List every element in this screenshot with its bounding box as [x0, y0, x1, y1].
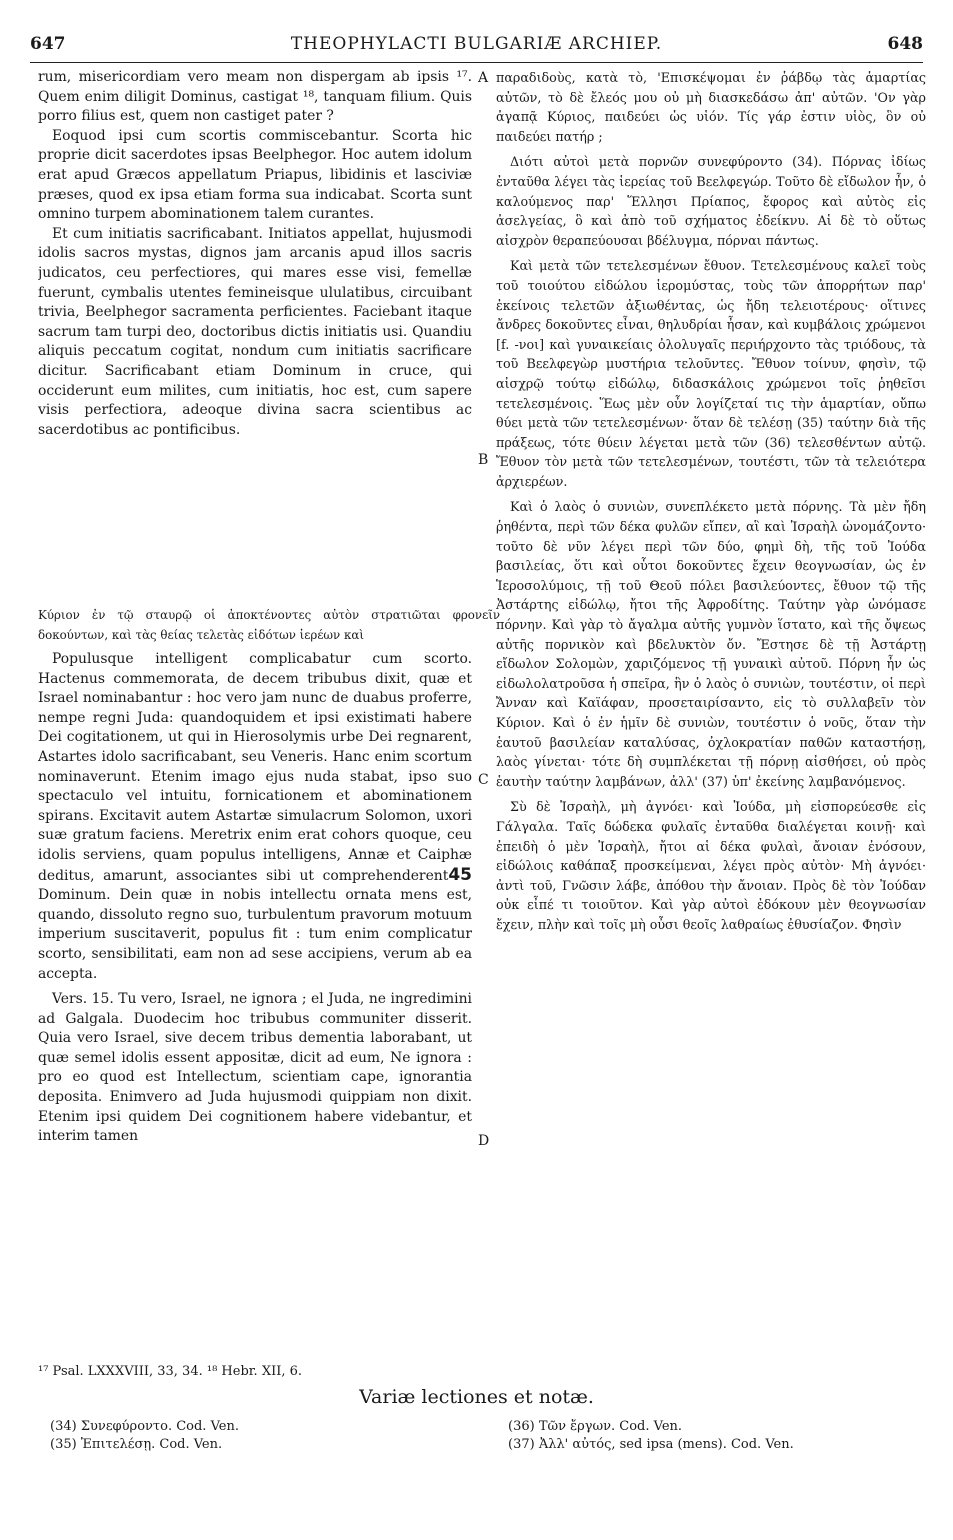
latin-text: Populusque intelligent complicabatur cum scorto. Hactenus commemorata, de decem tribubus dixit, quæ et Israel nominabantur : hoc vero jam nunc de duabus proferre, nempe regni Juda: quandoquidem et ipsi existimati habere Dei cogitationem, ut qui in Hierosolymis urbe Dei regnarent, Astartes idolo sacrificabant, seu Veneris. Hanc enim scortum nominaverunt. Etenim imago ejus nuda stabat, ipso suo spectaculo vel intuitu, fornicationem et abominationem spirans. Excitavit autem Astartæ simulacrum Solomon, uxori suæ gratum faciens. Meretrix enim erat cohors quoque, ceu idolis serviens, quam populus intelligens, Annæ et Caiphæ deditus, amarunt, associantes sibi ut comprehenderent — [38, 651, 472, 884]
margin-marker-b: B — [478, 452, 489, 468]
latin-paragraph — [38, 650, 472, 984]
latin-paragraph: rum, misericordiam vero meam non dispergam ab ipsis ¹⁷. Quem enim diligit Dominus, castigat ¹⁸, tanquam filium. Quis porro filius est, quem non castiget pater ? — [38, 69, 472, 125]
running-title: THEOPHYLACTI BULGARIÆ ARCHIEP. — [290, 34, 663, 54]
variae-note: (35) Ἐπιτελέσῃ. Cod. Ven. — [50, 1437, 223, 1452]
footnotes: ¹⁷ Psal. LXXXVIII, 33, 34. ¹⁸ Hebr. XII, 6. — [38, 1364, 303, 1379]
variae-note: (37) Ἀλλ' αὐτός, sed ipsa (mens). Cod. Ven. — [508, 1437, 794, 1452]
greek-paragraph: παραδιδοὺς, κατὰ τὸ, 'Επισκέψομαι ἐν ῥάβδῳ τὰς ἁμαρτίας αὐτῶν, τὸ δὲ ἔλεός μου οὐ μὴ διασκεδάσω ἀπ' αὐτῶν. 'Ον γὰρ ἀγαπᾷ Κύριος, παιδεύει ὡς υἱόν. Τίς γάρ ἐστιν υἱὸς, ὃν οὐ παιδεύει πατήρ ; — [496, 70, 926, 144]
variae-right — [508, 1418, 794, 1454]
margin-marker-a: A — [478, 70, 489, 86]
variae-note: (34) Συνεφύροντο. Cod. Ven. — [50, 1419, 239, 1434]
greek-insert-line: Κύριον ἐν τῷ σταυρῷ οἱ ἀποκτένοντες αὐτὸν στρατιῶται φρονεῖν δοκούντων, καὶ τὰς θείας τελετὰς εἰδότων ἱερέων καὶ — [38, 608, 500, 642]
greek-paragraph: Καὶ ὁ λαὸς ὁ συνιὼν, συνεπλέκετο μετὰ πόρνης. Τὰ μὲν ἤδη ῥηθέντα, περὶ τῶν δέκα φυλῶν εἴπεν, αἳ καὶ Ἰσραὴλ ὠνομάζοντο· τοῦτο δὲ νῦν λέγει περὶ τῶν δύο, φημὶ δὴ, τῆς τοῦ Ἰούδα βασιλείας, ὅτι καὶ οὗτοι δοκοῦντες ἔχειν θεογνωσίαν, ὡς ἐν Ἱεροσολύμοις, τῇ τοῦ Θεοῦ πόλει βασιλεύοντες, ἔθυον τῷ τῆς Ἀστάρτης εἰδώλῳ, ἤτοι τῆς Ἀφροδίτης. Ταύτην γὰρ ὠνόμασε πόρνην. Καὶ γὰρ τὸ ἄγαλμα αὐτῆς γυμνὸν ἵστατο, καὶ τῆς ὄψεως αὐτῆς πορνικὸν καὶ βδελυκτὸν ὄν. Ἔστησε δὲ τῇ Ἀστάρτῃ εἴδωλον Σολομὼν, χαριζόμενος τῇ γυναικὶ αὐτοῦ. Πόρνη ἦν ὡς εἰδωλολατροῦσα ἡ σπεῖρα, ἣν ὁ λαὸς ὁ συνιὼν, τουτέστιν, οἱ περὶ Ἄνναν καὶ Καϊάφαν, προσεταιρίσαντο, εἰς τὸ συλλαβεῖν τὸν Κύριον. Καὶ ὁ ἐν ἡμῖν δὲ συνιὼν, τουτέστιν ὁ νοῦς, ὅταν τὴν ἑαυτοῦ βασιλείαν καταλύσας, ὀχλοκρατίαν παθῶν καταστήσῃ, λαὸς γίνεται· τότε δὴ συμπλέκεται τῇ πόρνῃ αἰσθήσει, οὐ πρὸς ἑαυτὴν ταύτην λαμβάνων, ἀλλ' (37) ὑπ' ἐκείνης λαμβανόμενος. — [496, 499, 926, 789]
greek-paragraph: Καὶ μετὰ τῶν τετελεσμένων ἔθυον. Τετελεσμένους καλεῖ τοὺς τοῦ τοιούτου εἰδώλου ἱερομύστας, τοὺς τῶν ἀπορρήτων παρ' ἐκείνοις τελετῶν ἀξιωθέντας, ὡς ἤδη τελειοτέρους· οἵτινες ἄνδρες δοκοῦντες εἶναι, θηλυδρίαι ἦσαν, καὶ κυμβάλοις χρώμενοι [f. -νοι] καὶ γυναικείαις ὀλολυγαῖς περιήρχοντο τὰς τριόδους, τὰ τοῦ Βεελφεγὼρ μυστήρια τελοῦντες. Ἔθυον τοίνυν, φησὶν, τῷ αἰσχρῷ τούτῳ εἰδώλῳ, διδασκάλοις χρώμενοι τοῖς ῥηθεῖσι τετελεσμένοις. Ἕως μὲν οὖν λογίζεταί τις τὴν ἁμαρτίαν, οὔπω θύει μετὰ τῶν τετελεσμένων· ὅταν δὲ τελέσῃ (35) ταύτην διὰ τῆς πράξεως, τότε θύειν λέγεται μετὰ τῶν (36) τελεσθέντων αὐτῷ. Ἔθυον τὸν μετὰ τῶν τετελεσμένων, τουτέστι, τῶν τὰ τελειότερα ἀρχιερέων. — [496, 258, 926, 489]
greek-paragraph: Σὺ δὲ Ἰσραὴλ, μὴ ἀγνόει· καὶ Ἰούδα, μὴ εἰσπορεύεσθε εἰς Γάλγαλα. Ταῖς δώδεκα φυλαῖς ἐνταῦθα διαλέγεται κοινῇ· καὶ ἐπειδὴ ὁ μὲν Ἰσραὴλ, ἤτοι αἱ δέκα φυλαὶ, ἄνοιαν ἐνόσουν, εἰδώλοις καθάπαξ προσκείμεναι, λέγει πρὸς αὐτὸν· Μὴ ἀγνόει· ἀντὶ τοῦ, Γνῶσιν λάβε, ἀπόθου τὴν ἄνοιαν. Πρὸς δὲ τὸν Ἰούδαν οὐκ εἶπέ τι τοιοῦτον. Καὶ γὰρ αὐτοὶ ἐδόκουν μὲν θεογνωσίαν ἔχειν, πλὴν καὶ τοῖς μὴ οὖσι θεοῖς λαθραίως ἐθυσίαζον. Φησὶν — [496, 799, 926, 932]
latin-column-bottom — [38, 650, 472, 1350]
greek-paragraph: Διότι αὐτοὶ μετὰ πορνῶν συνεφύροντο (34). Πόρνας ἰδίως ἐνταῦθα λέγει τὰς ἱερείας τοῦ Βεελφεγώρ. Τοῦτο δὲ εἴδωλον ἦν, ὁ καλούμενος παρ' Ἕλλησι Πρίαπος, ἔφορος καὶ αὐτὸς εἰς ἀσελγείας, ὃ καὶ ἀπὸ τοῦ σχήματος ἐδείκνυ. Αἱ δὲ τὸ οὕτως αἰσχρὸν θεραπεύουσαι βδέλυγμα, πόρναι πάντως. — [496, 154, 926, 248]
latin-paragraph: Eoquod ipsi cum scortis commiscebantur. Scorta hic proprie dicit sacerdotes ipsas Beelphegor. Hoc autem idolum erat apud Græcos appellatum Priapus, libidinis et lasciviæ præses, quod ex ipsa etiam forma sua indicabat. Scorta sunt omnino turpem abominationem talem curantes. — [38, 127, 472, 223]
column-number: 45 — [448, 864, 472, 885]
header-rule — [30, 62, 923, 63]
latin-column-top — [38, 68, 472, 604]
greek-column — [496, 68, 926, 1353]
variae-left — [50, 1418, 239, 1454]
latin-paragraph: Et cum initiatis sacrificabant. Initiatos appellat, hujusmodi idolis sacros mystas, dignos jam arcanis apud illos sacris judicatos, ceu perfectiores, qui mares esse visi, femellæ fuerunt, cymbalis utentes femineisque ululatibus, circuibant trivia, Beelphegor sacramenta perficientes. Faciebant itaque sacrum tam turpi deo, doctoribus dictis initiatis usi. Quandiu aliquis peccatum cogitat, nondum cum initiatis sacrificare dicitur. Sacrificabant etiam Dominum in cruce, qui occiderunt eum milites, cum initiatis, hoc est, cum sapere visis perfectiora, adeoque divina sacra scientibus ac sacerdotibus ac pontificibus. — [38, 225, 472, 438]
variae-note: (36) Τῶν ἔργων. Cod. Ven. — [508, 1419, 683, 1434]
latin-paragraph: Vers. 15. Tu vero, Israel, ne ignora ; el Juda, ne ingredimini ad Galgala. Duodecim hoc tribubus communiter disserit. Quia vero Israel, sive decem tribus dementia laborabant, ut quæ semel idolis essent appositæ, dicit ad eum, Ne ignora : pro eo quod est Intellectum, scientiam cape, ignorantia deposita. Enimvero ad Juda hujusmodi quippiam non dixit. Etenim ipsi quidem Dei cognitionem habere videbantur, et interim tamen — [38, 991, 472, 1145]
latin-text: Dominum. Dein quæ in nobis intellectu ornata mens est, quando, dissoluto regno suo, turbulentum pravorum motuum imperium suscitaverit, populus fit : tum enim complicatur scorto, sensibilitati, eam non ad sese accipiens, verum ab ea accepta. — [38, 887, 472, 982]
page-number-right: 648 — [887, 34, 923, 54]
page-number-left: 647 — [30, 34, 66, 54]
margin-marker-c: C — [478, 772, 489, 788]
margin-marker-d: D — [478, 1133, 490, 1149]
page-header — [30, 34, 923, 60]
variae-title: Variæ lectiones et notæ. — [359, 1386, 594, 1408]
